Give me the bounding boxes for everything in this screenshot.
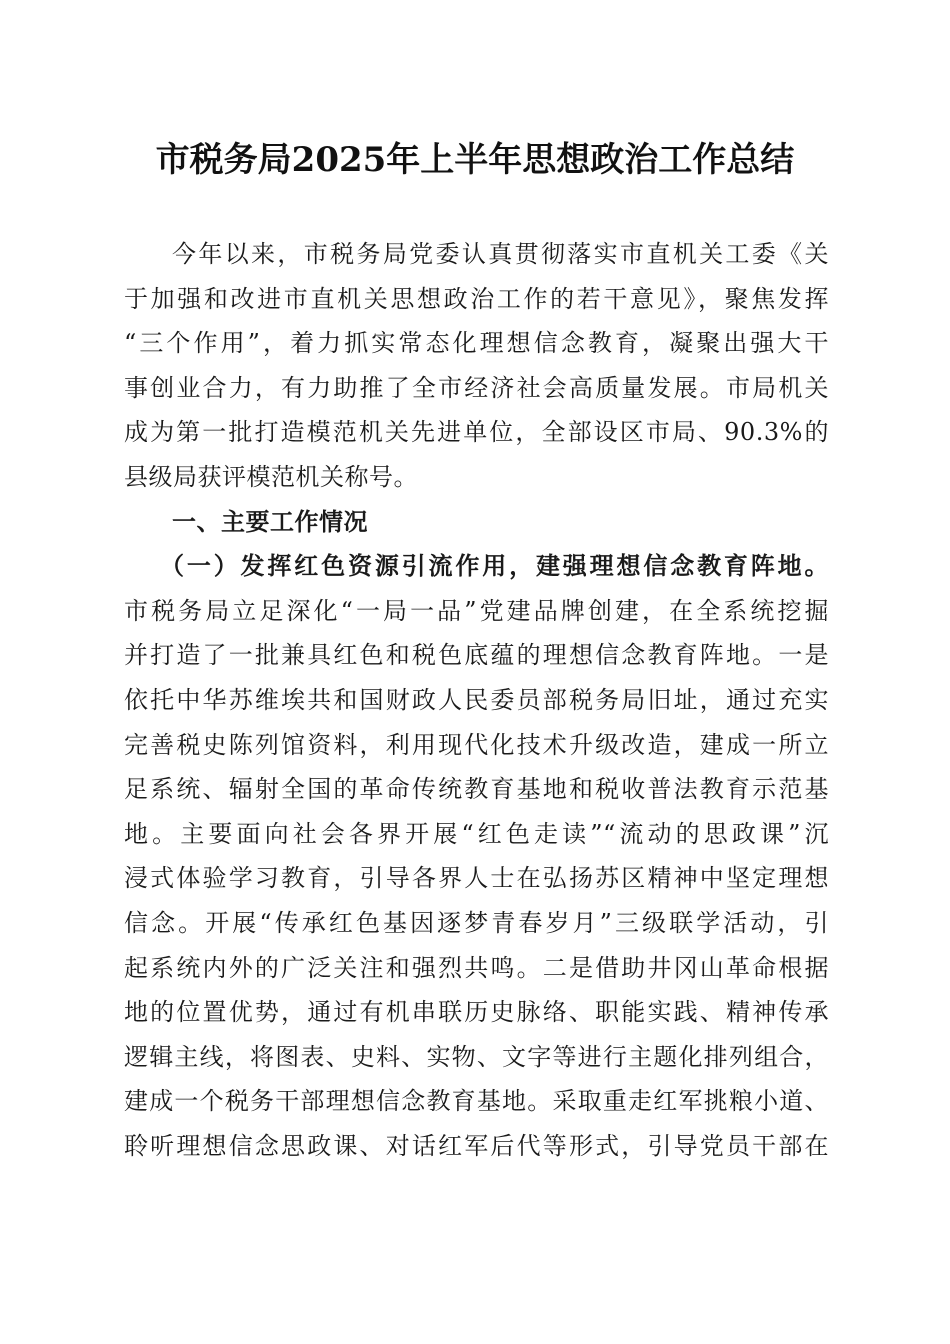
body-line: 依托中华苏维埃共和国财政人民委员部税务局旧址，通过充实 <box>124 685 829 714</box>
document-title: 市税务局2025年上半年思想政治工作总结 <box>155 140 795 180</box>
subsection-heading: （一）发挥红色资源引流作用，建强理想信念教育阵地。 <box>160 551 829 581</box>
intro-line: 成为第一批打造模范机关先进单位，全部设区市局、90.3%的 <box>124 418 829 447</box>
intro-line: 于加强和改进市直机关思想政治工作的若干意见》，聚焦发挥 <box>124 284 829 313</box>
body-line: 地的位置优势，通过有机串联历史脉络、职能实践、精神传承 <box>124 998 829 1027</box>
intro-line: 事创业合力，有力助推了全市经济社会高质量发展。市局机关 <box>124 373 829 402</box>
section-heading: 一、主要工作情况 <box>172 507 368 536</box>
intro-line: “三个作用”，着力抓实常态化理想信念教育，凝聚出强大干 <box>124 329 829 358</box>
body-line: 市税务局立足深化“一局一品”党建品牌创建，在全系统挖掘 <box>124 596 829 625</box>
body-line: 建成一个税务干部理想信念教育基地。采取重走红军挑粮小道、 <box>124 1087 829 1116</box>
body-line: 聆听理想信念思政课、对话红军后代等形式，引导党员干部在 <box>124 1131 829 1160</box>
intro-line: 今年以来，市税务局党委认真贯彻落实市直机关工委《关 <box>172 240 829 268</box>
document-body <box>124 232 829 1168</box>
body-line: 逻辑主线，将图表、史料、实物、文字等进行主题化排列组合， <box>124 1042 829 1071</box>
body-line: 浸式体验学习教育，引导各界人士在弘扬苏区精神中坚定理想 <box>124 864 829 893</box>
intro-line: 县级局获评模范机关称号。 <box>124 462 418 491</box>
body-line: 足系统、辐射全国的革命传统教育基地和税收普法教育示范基 <box>124 775 829 804</box>
body-line: 并打造了一批兼具红色和税色底蕴的理想信念教育阵地。一是 <box>124 641 829 670</box>
body-line: 地。主要面向社会各界开展“红色走读”“流动的思政课”沉 <box>124 819 829 848</box>
body-line: 信念。开展“传承红色基因逐梦青春岁月”三级联学活动，引 <box>124 908 829 937</box>
body-line: 完善税史陈列馆资料，利用现代化技术升级改造，建成一所立 <box>124 730 829 759</box>
body-line: 起系统内外的广泛关注和强烈共鸣。二是借助井冈山革命根据 <box>124 953 829 982</box>
